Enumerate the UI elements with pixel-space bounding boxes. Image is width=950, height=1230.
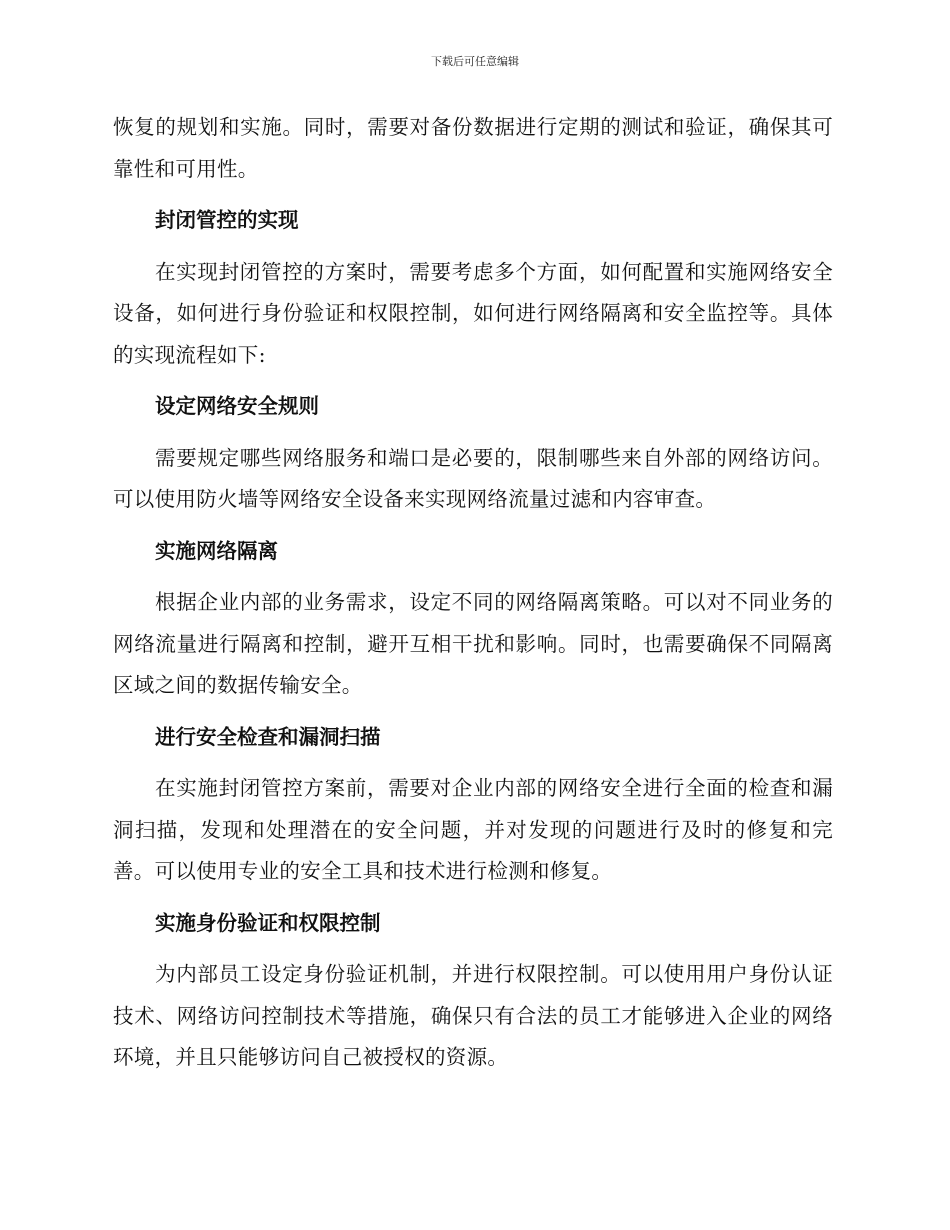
heading-security-check-scan: 进行安全检查和漏洞扫描 (155, 724, 381, 749)
page-header: 下载后可任意编辑 (431, 55, 519, 68)
paragraph-identity-access-control: 为内部员工设定身份验证机制，并进行权限控制。可以使用用户身份认证技术、网络访问控制技术等措施，确保只有合法的员工才能够进入企业的网络环境，并且只能够访问自己被授权的资源。 (113, 962, 833, 1069)
paragraph-backup-continuation: 恢复的规划和实施。同时，需要对备份数据进行定期的测试和验证，确保其可靠性和可用性。 (113, 115, 833, 181)
paragraph-implementation-overview: 在实现封闭管控的方案时，需要考虑多个方面，如何配置和实施网络安全设备，如何进行身份验证和权限控制，如何进行网络隔离和安全监控等。具体的实现流程如下: (113, 259, 833, 367)
heading-identity-access-control: 实施身份验证和权限控制 (155, 910, 381, 935)
heading-closed-control-implementation: 封闭管控的实现 (155, 208, 299, 232)
heading-network-isolation: 实施网络隔离 (155, 538, 278, 563)
heading-network-security-rules: 设定网络安全规则 (155, 394, 319, 418)
paragraph-network-security-rules: 需要规定哪些网络服务和端口是必要的，限制哪些来自外部的网络访问。可以使用防火墙等网络安全设备来实现网络流量过滤和内容审查。 (113, 445, 833, 511)
document-body (113, 107, 833, 1079)
paragraph-security-check-scan: 在实施封闭管控方案前，需要对企业内部的网络安全进行全面的检查和漏洞扫描，发现和处理潜在的安全问题，并对发现的问题进行及时的修复和完善。可以使用专业的安全工具和技术进行检测和修复。 (113, 776, 833, 883)
paragraph-network-isolation: 根据企业内部的业务需求，设定不同的网络隔离策略。可以对不同业务的网络流量进行隔离和控制，避开互相干扰和影响。同时，也需要确保不同隔离区域之间的数据传输安全。 (113, 590, 833, 697)
